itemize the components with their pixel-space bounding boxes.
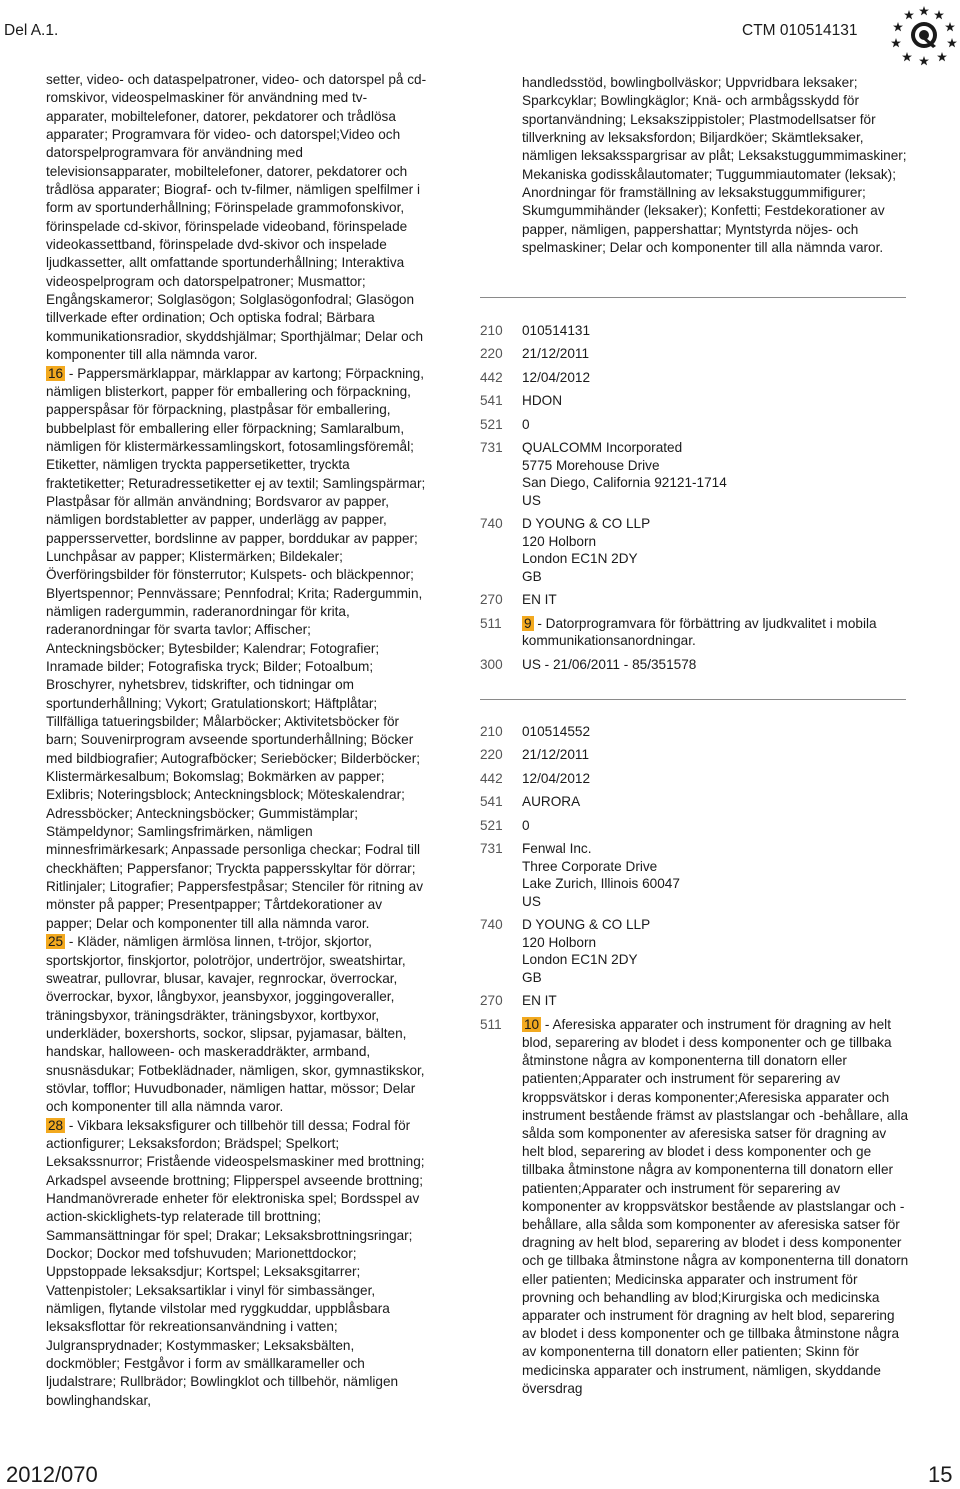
class-number-badge: 28	[48, 1117, 64, 1133]
class-continuation-paragraph: setter, video- och dataspelpatroner, video- och datorspel på cd-romskivor, videospelmaskiner för användning med tv-apparater, mobiltelefoner, datorer, pekdatorer och trådlösa apparater; Programvara för video- och datorspel;Video och datorspelprogramvara för användning med televisionsapparater, mobiltelefoner, datorer, pekdatorer och trådlösa apparater; Biograf- och tv-filmer, nämligen spelfilmer i form av sportunderhållning; Förinspelade grammofonskivor, förinspelade cd-skivor, förinspelade videoband, förinspelade videokassettband, förinspelade dvd-skivor och inspelade ljudkassetter, allt omfattande sportunderhållning; Interaktiva videospelprogram och datorspelpatroner; Musmattor; Engångskameror; Solglasögon; Solglasögonfodral; Glasögon tillverkade efter ordination; Och optiska fodral; Bärbara kommunikationsradior, skyddshjälmar; Sporthjälmar; Delar och komponenter till alla nämnda varor.	[46, 72, 427, 363]
class-description: - Aferesiska apparater och instrument för dragning av helt blod, separering av blodet i dess komponenter och ge tillbaka åtminstone några av komponenterna till donatorn eller patienten;Apparater och instrument för separering av kroppsvätskor i deras komponenter;Aferesiska apparater och instrument bestående främst av plastslangar och -behållare, alla sålda som komponenter av aferesiska satser för dragning av helt blod, separering av blodet i dess komponenter och ge tillbaka åtminstone några av komponenterna till donatorn eller patienten;Apparater och instrument för separering av komponenter av kroppsvätskor bestående av plastslangar och -behållare, alla sålda som komponenter av aferesiska satser för dragning av helt blod, separering av blodet i dess komponenter och ge tillbaka åtminstone några av komponenterna till donatorn eller patienten; Medicinska apparater och instrument för provning och behandling av blod;Kirurgiska och medicinska apparater och instrument för dragning av helt blod, separering av blodet i dess komponenter och ge tillbaka åtminstone några av komponenterna till donatorn eller patienten; Skinn för medicinska apparater och instrument, nämligen, skyddande översdrag	[522, 1016, 909, 1396]
languages: EN IT	[522, 592, 557, 608]
footer-page-number: 15	[928, 1462, 953, 1487]
representative-country: GB	[522, 568, 542, 584]
class-number-badge: 10	[524, 1016, 540, 1032]
class-25-paragraph	[46, 933, 428, 1116]
applicant-street: 5775 Morehouse Drive	[522, 457, 660, 473]
field-code: 541	[480, 393, 503, 409]
field-code: 210	[480, 724, 503, 739]
representative-country: GB	[522, 969, 542, 985]
record-divider	[480, 699, 906, 700]
field-value: 0	[522, 416, 530, 432]
right-column-continuation: handledsstöd, bowlingbollväskor; Uppvridbara leksaker; Sparkcyklar; Bowlingkäglor; Knä- och armbågsskydd för sportanvändning; Leksakszippistoler; Plastmodellsatser för tillverkning av leksaksfordon; Biljardköer; Skämtleksaker, nämligen leksaksspargrisar av plåt; Leksakstuggummimaskiner; Mekaniska godisskålautomater; Tuggummiautomater (leksak); Anordningar för framställning av leksakstuggummifigurer; Skumgummihänder (leksaker); Konfetti; Festdekorationer av papper, nämligen, pappershattar; Myntstyrda nöjes- och spelmaskiner; Delar och komponenter till alla nämnda varor.	[522, 75, 907, 256]
applicant-country: US	[522, 893, 541, 909]
languages: EN IT	[522, 993, 557, 1009]
field-code: 220	[480, 346, 503, 362]
field-code: 541	[480, 794, 503, 810]
representative-city: London EC1N 2DY	[522, 551, 638, 567]
header-section: Del A.1.	[4, 22, 59, 39]
mark-text: AURORA	[522, 794, 581, 810]
field-row-270	[480, 992, 910, 1010]
application-number: 010514552	[522, 724, 591, 739]
field-code: 740	[480, 917, 503, 933]
application-number: 010514131	[522, 323, 591, 338]
field-code: 521	[480, 817, 503, 833]
representative-name: D YOUNG & CO LLP	[522, 917, 651, 933]
field-code: 740	[480, 516, 503, 532]
applicant-block	[522, 439, 910, 509]
trademark-record-1	[480, 322, 910, 673]
field-row-541	[480, 793, 910, 811]
field-row-740	[480, 916, 910, 986]
field-row-521	[480, 416, 910, 434]
field-code: 442	[480, 770, 503, 786]
representative-street: 120 Holborn	[522, 934, 597, 950]
field-code: 220	[480, 747, 503, 763]
field-row-541	[480, 392, 910, 410]
representative-block	[522, 916, 910, 986]
header-document-id: CTM 010514131	[742, 22, 858, 39]
applicant-name: Fenwal Inc.	[522, 840, 592, 856]
footer-issue-number: 2012/070	[6, 1462, 98, 1487]
class-number-badge: 9	[524, 615, 532, 631]
representative-name: D YOUNG & CO LLP	[522, 516, 651, 532]
applicant-country: US	[522, 492, 541, 508]
priority: US - 21/06/2011 - 85/351578	[522, 656, 697, 672]
goods-classification	[522, 1016, 910, 1398]
publication-date: 12/04/2012	[522, 770, 591, 786]
trademark-record-2	[480, 723, 910, 1398]
applicant-city: Lake Zurich, Illinois 60047	[522, 876, 680, 892]
field-row-740	[480, 515, 910, 585]
representative-street: 120 Holborn	[522, 533, 597, 549]
eu-star-logo	[890, 2, 958, 66]
field-code: 511	[480, 1016, 502, 1032]
field-row-210	[480, 723, 910, 741]
class-description: - Kläder, nämligen ärmlösa linnen, t-tröjor, skjortor, sportskjortor, finskjortor, polotröjor, undertröjor, sweatshirtar, sweatrar, pullovrar, blusar, kavajer, regnrockar, överrockar, överrockar, byxor, långbyxor, jeansbyxor, joggingoveraller, träningsbyxor, träningsdräkter, träningsbyxor, kortbyxor, underkläder, boxershorts, sockor, slipsar, pyjamasar, bälten, handskar, halloween- och maskeraddräkter, armband, snusnäsdukar; Fotbeklädnader, nämligen, skor, gymnastikskor, stövlar, tofflor; Huvudbonader, nämligen hattar, mössor; Delar och komponenter till alla nämnda varor.	[46, 934, 425, 1115]
field-code: 300	[480, 656, 503, 672]
representative-block	[522, 515, 910, 585]
class-16-paragraph	[46, 365, 428, 934]
goods-classification	[522, 615, 910, 650]
left-column-text	[46, 71, 428, 1410]
applicant-block	[522, 840, 910, 910]
field-row-731	[480, 840, 910, 910]
class-description: - Vikbara leksaksfigurer och tillbehör till dessa; Fodral för actionfigurer; Leksaksfordon; Brädspel; Spelkort; Leksakssnurror; Fristående videospelsmaskiner med brottning; Arkadspel avseende brottning; Flipperspel avseende brottning; Handmanövrerade enheter för elektroniska spel; Bordsspel av action-skicklighets-typ relaterade till brottning; Sammansättningar för spel; Drakar; Leksaksbrottningsringar; Dockor; Dockor med tofshuvuden; Marionettdockor; Uppstoppade leksaksdjur; Kortspel; Leksaksgitarrer; Vattenpistoler; Leksaksartiklar i vinyl för simbassänger, nämligen, flytande vilstolar med ryggkuddar, uppblåsbara leksaksflottar för rekreationsanvändning i vatten; Julgransprydnader; Kostymmasker; Leksaksbälten, dockmöbler; Festgåvor i form av smällkarameller och ljudalstrare; Rullbrädor; Bowlingklot och tillbehör, nämligen bowlinghandskar,	[46, 1117, 425, 1408]
field-row-521	[480, 817, 910, 835]
field-row-511	[480, 1016, 910, 1398]
field-row-270	[480, 591, 910, 609]
filing-date: 21/12/2011	[522, 747, 590, 763]
field-row-442	[480, 369, 910, 387]
filing-date: 21/12/2011	[522, 346, 590, 362]
applicant-city: San Diego, California 92121-1714	[522, 475, 727, 491]
field-code: 442	[480, 369, 503, 385]
applicant-street: Three Corporate Drive	[522, 858, 658, 874]
field-row-210	[480, 322, 910, 340]
record-divider	[480, 297, 906, 298]
field-code: 731	[480, 439, 503, 455]
field-code: 511	[480, 615, 502, 631]
class-number-badge: 16	[48, 365, 64, 381]
field-code: 210	[480, 323, 503, 338]
field-code: 521	[480, 416, 503, 432]
field-row-511	[480, 615, 910, 650]
publication-date: 12/04/2012	[522, 369, 591, 385]
class-number-badge: 25	[48, 934, 64, 950]
mark-text: HDON	[522, 393, 563, 409]
field-row-442	[480, 770, 910, 788]
class-28-paragraph	[46, 1117, 428, 1411]
field-code: 270	[480, 592, 503, 608]
field-row-731	[480, 439, 910, 509]
field-row-300	[480, 656, 910, 674]
field-code: 270	[480, 993, 503, 1009]
field-row-220	[480, 345, 910, 363]
applicant-name: QUALCOMM Incorporated	[522, 439, 683, 455]
class-description: - Pappersmärklappar, märklappar av kartong; Förpackning, nämligen blisterkort, papper för emballering och förpackning, papperspåsar för förpackning, plastpåsar för emballering, bubbelplast för emballering eller förpackning; Samlaralbum, nämligen för klistermärkessamlingskort, fotosamlingsföremål; Etiketter, nämligen tryckta pappersetiketter, tryckta fraktetiketter; Returadressetiketter ej av textil; Samlingspärmar; Plastpåsar för allmän användning; Bordsvaror av papper, nämligen bordstabletter av papper, underlägg av papper, pappersservetter, bordslinne av papper, borddukar av papper; Lunchpåsar av papper; Klistermärken; Bildekaler; Överföringsbilder för fönsterrutor; Kulspets- och bläckpennor; Blyertspennor; Pennvässare; Pennfodral; Krita; Radergummin, nämligen radergummin, raderanordningar för krita, raderanordningar för svarta tavlor; Affischer; Anteckningsböcker; Bytesbilder; Kalendrar; Fotografier; Inramade bilder; Fotografiska tryck; Bilder; Fotoalbum; Broschyrer, nyhetsbrev, tidskrifter, och tidningar om sportunderhållning; Vykort; Gratulationskort; Häftplåtar; Tillfälliga tatueringsbilder; Målarböcker; Aktivitetsböcker för barn; Souvenirprogram avseende sportunderhållning; Böcker med bildbiografier; Autografböcker; Serieböcker; Bilderböcker; Klistermärkesalbum; Bokomslag; Bokmärken av papper; Exlibris; Noteringsblock; Anteckningsblock; Möteskalendrar; Adressböcker; Anteckningsböcker; Gummistämplar; Stämpeldynor; Samlingsfrimärken, nämligen minnesfrimärkesark; Anpassade personliga checkar; Fodral till checkhäften; Pappersfanor; Tryckta pappersskyltar för dörrar; Ritlinjaler; Litografier; Pappersfestpåsar; Stenciler för ritning av mönster på papper; Presentpapper; Tårtdekorationer av papper; Delar och komponenter till alla nämnda varor.	[46, 365, 426, 931]
field-value: 0	[522, 817, 530, 833]
class-description: - Datorprogramvara för förbättring av ljudkvalitet i mobila kommunikationsanordningar.	[522, 615, 877, 649]
field-code: 731	[480, 840, 503, 856]
representative-city: London EC1N 2DY	[522, 952, 638, 968]
field-row-220	[480, 746, 910, 764]
